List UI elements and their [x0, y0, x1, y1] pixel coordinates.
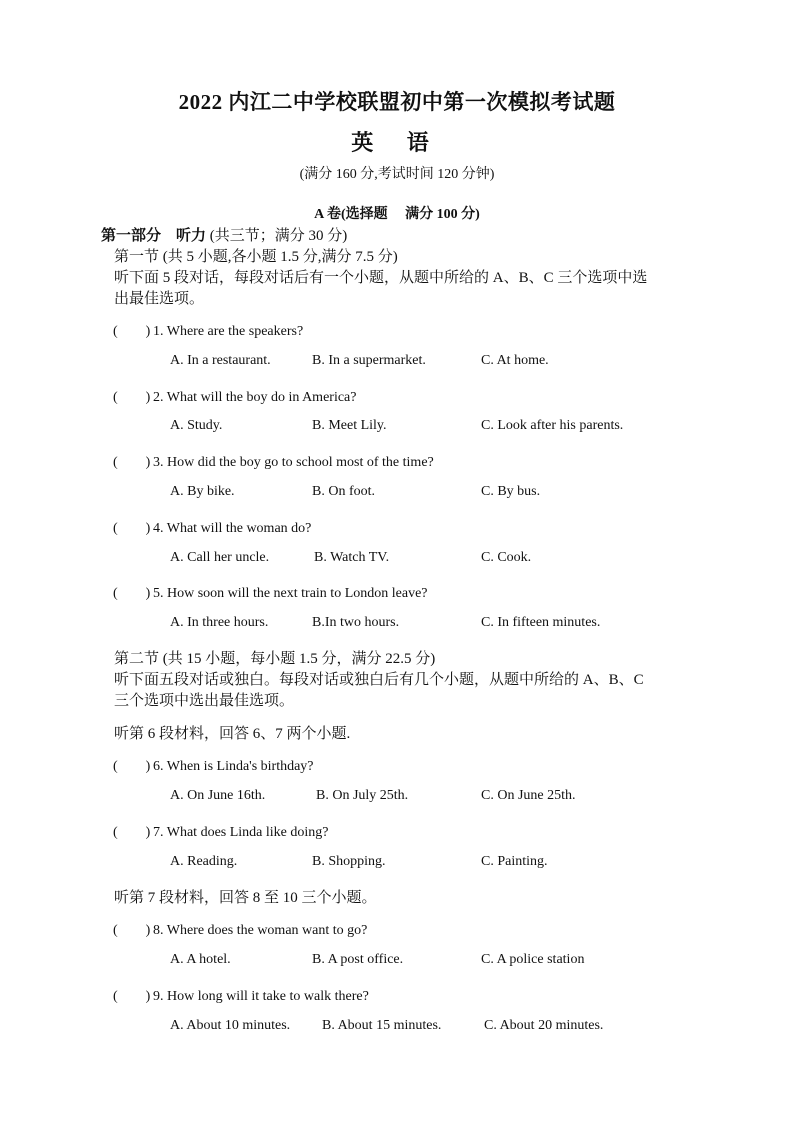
exam-title: 2022 内江二中学校联盟初中第一次模拟考试题: [178, 90, 616, 114]
question-3: [113, 451, 434, 471]
answer-blank: ( ): [113, 923, 151, 938]
question-text: 1. Where are the speakers?: [153, 324, 304, 339]
exam-subject: 英 语: [351, 130, 443, 155]
section2-heading: 第二节 (共 15 小题，每小题 1.5 分，满分 22.5 分): [114, 651, 436, 667]
answer-blank: ( ): [113, 324, 151, 339]
option-c: C. About 20 minutes.: [484, 1018, 604, 1033]
section1-heading: 第一节 (共 5 小题,各小题 1.5 分,满分 7.5 分): [114, 249, 398, 265]
option-c: C. Cook.: [481, 550, 532, 565]
option-b: B. Watch TV.: [314, 550, 390, 565]
option-c: C. In fifteen minutes.: [481, 615, 601, 630]
question-text: 6. When is Linda's birthday?: [153, 759, 314, 774]
option-a: A. In three hours.: [170, 615, 269, 630]
option-b: B. Shopping.: [312, 854, 386, 869]
option-a: A. On June 16th.: [170, 788, 266, 803]
question-9: [113, 985, 369, 1005]
option-b: B. In a supermarket.: [312, 353, 426, 368]
part1-heading: [101, 224, 347, 245]
question-1: [113, 320, 303, 340]
option-a: A. A hotel.: [170, 952, 231, 967]
answer-blank: ( ): [113, 825, 151, 840]
option-b: B.In two hours.: [312, 615, 400, 630]
option-c: C. On June 25th.: [481, 788, 576, 803]
question-6: [113, 755, 314, 775]
material-7-instruction: 听第 7 段材料，回答 8 至 10 三个小题。: [114, 890, 377, 906]
question-5: [113, 582, 428, 602]
question-text: 7. What does Linda like doing?: [153, 825, 329, 840]
answer-blank: ( ): [113, 390, 151, 405]
question-2: [113, 386, 356, 406]
question-text: 3. How did the boy go to school most of the time?: [153, 455, 434, 470]
section2-instruction-line2: 三个选项中选出最佳选项。: [114, 693, 295, 709]
option-b: B. On July 25th.: [316, 788, 409, 803]
option-c: C. At home.: [481, 353, 549, 368]
question-4: [113, 517, 311, 537]
answer-blank: ( ): [113, 989, 151, 1004]
question-8: [113, 919, 367, 939]
section1-instruction-line1: 听下面 5 段对话，每段对话后有一个小题，从题中所给的 A、B、C 三个选项中选: [114, 270, 648, 286]
material-6-instruction: 听第 6 段材料，回答 6、7 两个小题.: [114, 726, 351, 742]
option-c: C. Look after his parents.: [481, 418, 624, 433]
option-b: B. Meet Lily.: [312, 418, 387, 433]
option-b: B. About 15 minutes.: [322, 1018, 442, 1033]
option-a: A. In a restaurant.: [170, 353, 271, 368]
option-a: A. Reading.: [170, 854, 238, 869]
option-c: C. Painting.: [481, 854, 548, 869]
option-c: C. By bus.: [481, 484, 541, 499]
question-7: [113, 821, 328, 841]
volume-heading: A 卷(选择题 满分 100 分): [314, 207, 480, 222]
option-b: B. On foot.: [312, 484, 375, 499]
question-text: 5. How soon will the next train to London leave?: [153, 586, 428, 601]
answer-blank: ( ): [113, 521, 151, 536]
question-text: 4. What will the woman do?: [153, 521, 312, 536]
part1-label: 第一部分 听力: [101, 228, 207, 244]
option-c: C. A police station: [481, 952, 585, 967]
option-b: B. A post office.: [312, 952, 404, 967]
section2-instruction-line1: 听下面五段对话或独白。每段对话或独白后有几个小题，从题中所给的 A、B、C: [114, 672, 644, 688]
answer-blank: ( ): [113, 586, 151, 601]
section1-instruction-line2: 出最佳选项。: [114, 291, 205, 307]
option-a: A. By bike.: [170, 484, 235, 499]
option-a: A. Call her uncle.: [170, 550, 270, 565]
option-a: A. Study.: [170, 418, 223, 433]
question-text: 2. What will the boy do in America?: [153, 390, 357, 405]
option-a: A. About 10 minutes.: [170, 1018, 291, 1033]
part1-detail: (共三节；满分 30 分): [209, 228, 348, 244]
exam-info: (满分 160 分,考试时间 120 分钟): [299, 167, 495, 182]
answer-blank: ( ): [113, 759, 151, 774]
question-text: 8. Where does the woman want to go?: [153, 923, 368, 938]
question-text: 9. How long will it take to walk there?: [153, 989, 369, 1004]
answer-blank: ( ): [113, 455, 151, 470]
